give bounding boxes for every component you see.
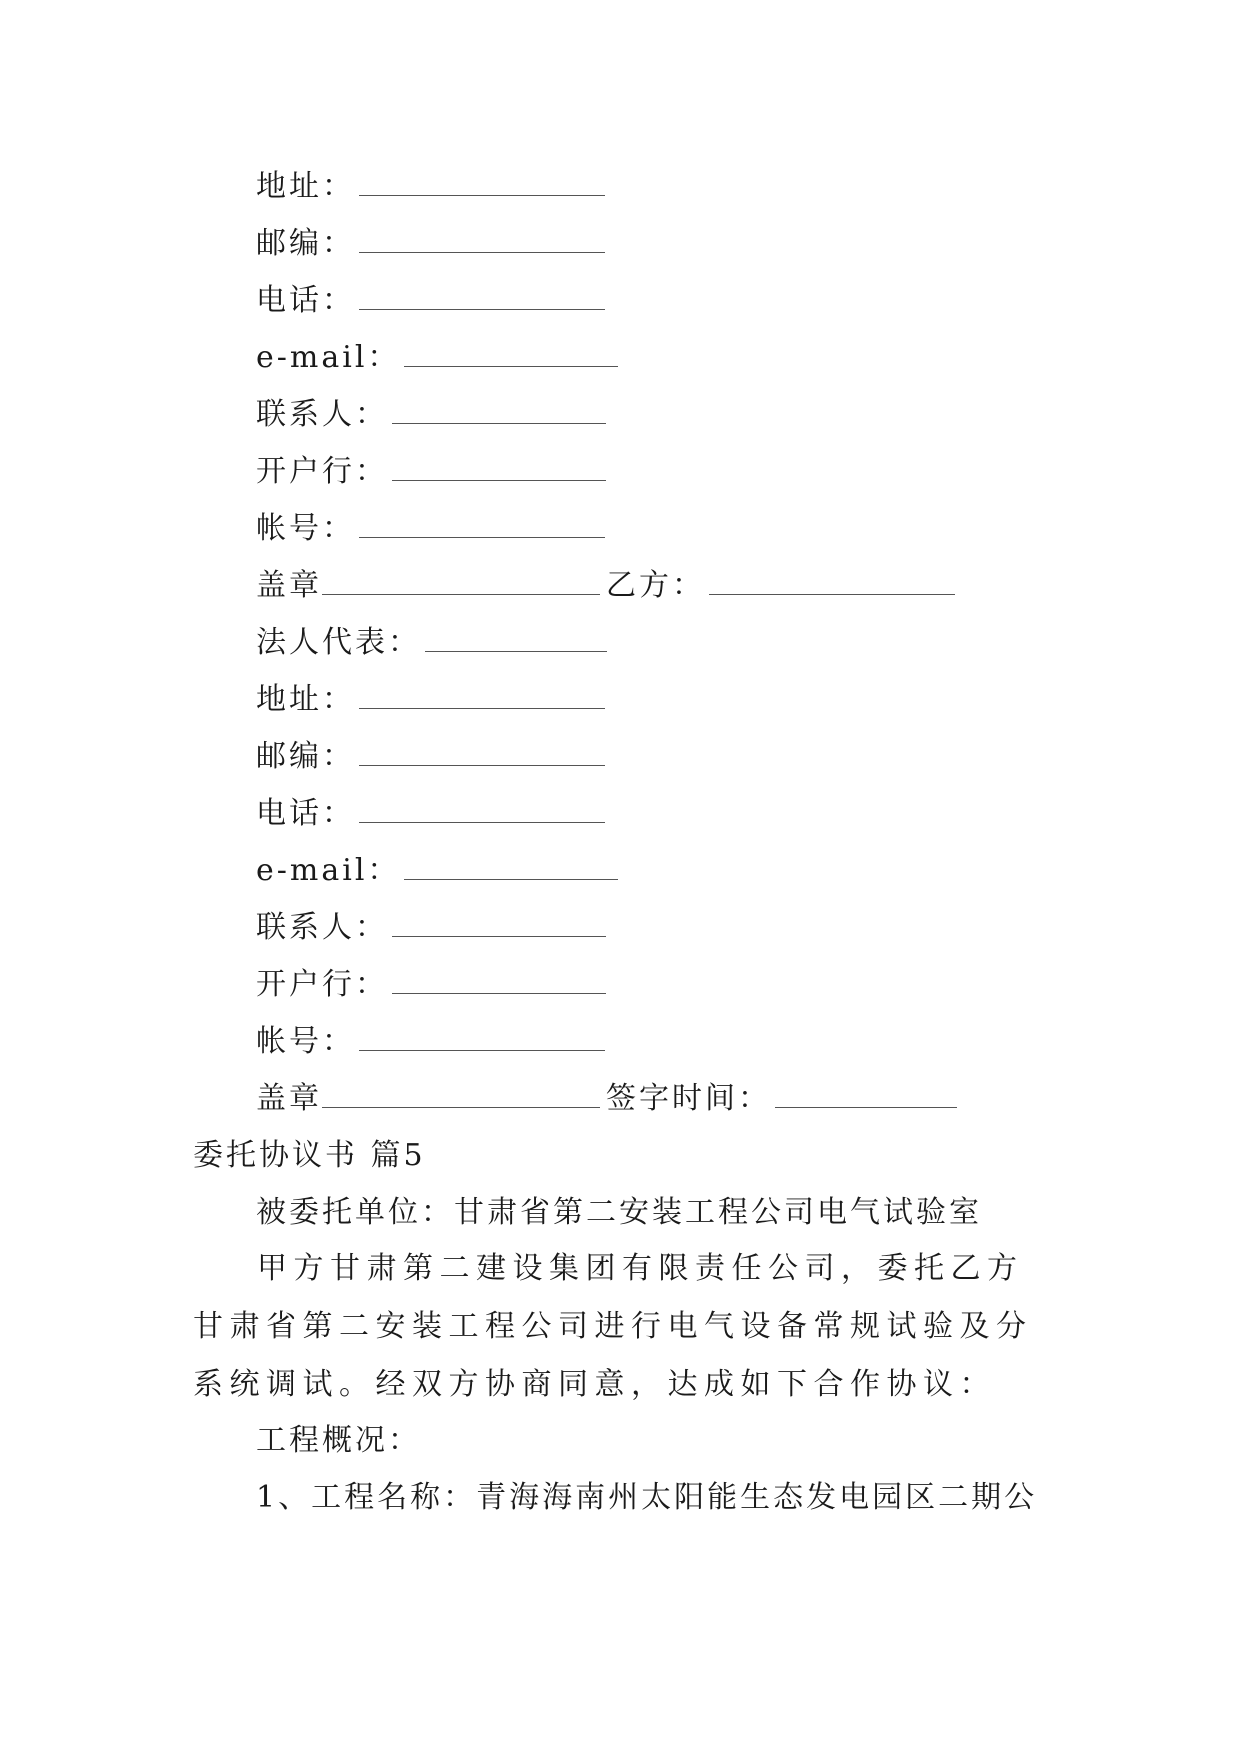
email-blank[interactable] bbox=[404, 851, 618, 880]
postcode-label: 邮编： bbox=[256, 226, 355, 261]
section-heading: 委托协议书 篇5 bbox=[193, 1138, 426, 1173]
account-label: 帐号： bbox=[256, 511, 355, 546]
party-a-email-row bbox=[256, 338, 618, 378]
bank-blank[interactable] bbox=[392, 965, 606, 994]
party-b-email-row bbox=[256, 851, 618, 891]
account-blank[interactable] bbox=[359, 1022, 605, 1051]
phone-label: 电话： bbox=[256, 283, 355, 318]
contact-label: 联系人： bbox=[256, 397, 388, 432]
party-b-seal-row bbox=[256, 1079, 957, 1119]
contact-blank[interactable] bbox=[392, 908, 606, 937]
seal-blank[interactable] bbox=[322, 1079, 600, 1108]
sign-time-label: 签字时间： bbox=[606, 1081, 771, 1116]
party-a-contact-row bbox=[256, 395, 606, 435]
party-a-account-row bbox=[256, 509, 605, 549]
party-b-name-blank[interactable] bbox=[709, 566, 955, 595]
email-label: e-mail： bbox=[256, 340, 401, 375]
postcode-blank[interactable] bbox=[359, 224, 605, 253]
postcode-blank[interactable] bbox=[359, 737, 605, 766]
seal-label: 盖章 bbox=[256, 568, 322, 603]
party-a-phone-row bbox=[256, 281, 605, 321]
legal-rep-label: 法人代表： bbox=[256, 625, 421, 660]
postcode-label: 邮编： bbox=[256, 739, 355, 774]
party-b-address-row bbox=[256, 680, 605, 720]
entrusted-unit-line: 被委托单位：甘肃省第二安装工程公司电气试验室 bbox=[256, 1195, 982, 1230]
bank-blank[interactable] bbox=[392, 452, 606, 481]
party-b-title-label: 乙方： bbox=[606, 568, 705, 603]
party-b-legal-rep-row bbox=[256, 623, 607, 663]
address-blank[interactable] bbox=[359, 680, 605, 709]
seal-blank[interactable] bbox=[322, 566, 600, 595]
email-blank[interactable] bbox=[404, 338, 618, 367]
seal-label: 盖章 bbox=[256, 1081, 322, 1116]
party-a-postcode-row bbox=[256, 224, 605, 264]
party-b-contact-row bbox=[256, 908, 606, 948]
legal-rep-blank[interactable] bbox=[425, 623, 607, 652]
party-b-postcode-row bbox=[256, 737, 605, 777]
account-blank[interactable] bbox=[359, 509, 605, 538]
party-a-bank-row bbox=[256, 452, 606, 492]
account-label: 帐号： bbox=[256, 1024, 355, 1059]
contact-blank[interactable] bbox=[392, 395, 606, 424]
overview-label: 工程概况： bbox=[256, 1423, 421, 1458]
phone-blank[interactable] bbox=[359, 281, 605, 310]
project-name-item: 1、工程名称：青海海南州太阳能生态发电园区二期公 bbox=[256, 1480, 1038, 1515]
bank-label: 开户行： bbox=[256, 967, 388, 1002]
party-a-address-row bbox=[256, 167, 605, 207]
party-b-phone-row bbox=[256, 794, 605, 834]
bank-label: 开户行： bbox=[256, 454, 388, 489]
email-label: e-mail： bbox=[256, 853, 401, 888]
party-b-bank-row bbox=[256, 965, 606, 1005]
address-label: 地址： bbox=[256, 682, 355, 717]
contact-label: 联系人： bbox=[256, 910, 388, 945]
phone-blank[interactable] bbox=[359, 794, 605, 823]
party-b-account-row bbox=[256, 1022, 605, 1062]
address-label: 地址： bbox=[256, 169, 355, 204]
sign-time-blank[interactable] bbox=[775, 1079, 957, 1108]
address-blank[interactable] bbox=[359, 167, 605, 196]
party-a-seal-row bbox=[256, 566, 955, 606]
phone-label: 电话： bbox=[256, 796, 355, 831]
agreement-body-paragraph: 甲方甘肃第二建设集团有限责任公司，委托乙方甘肃省第二安装工程公司进行电气设备常规试验及分系统调试。经双方协商同意，达成如下合作协议： bbox=[193, 1251, 1033, 1402]
